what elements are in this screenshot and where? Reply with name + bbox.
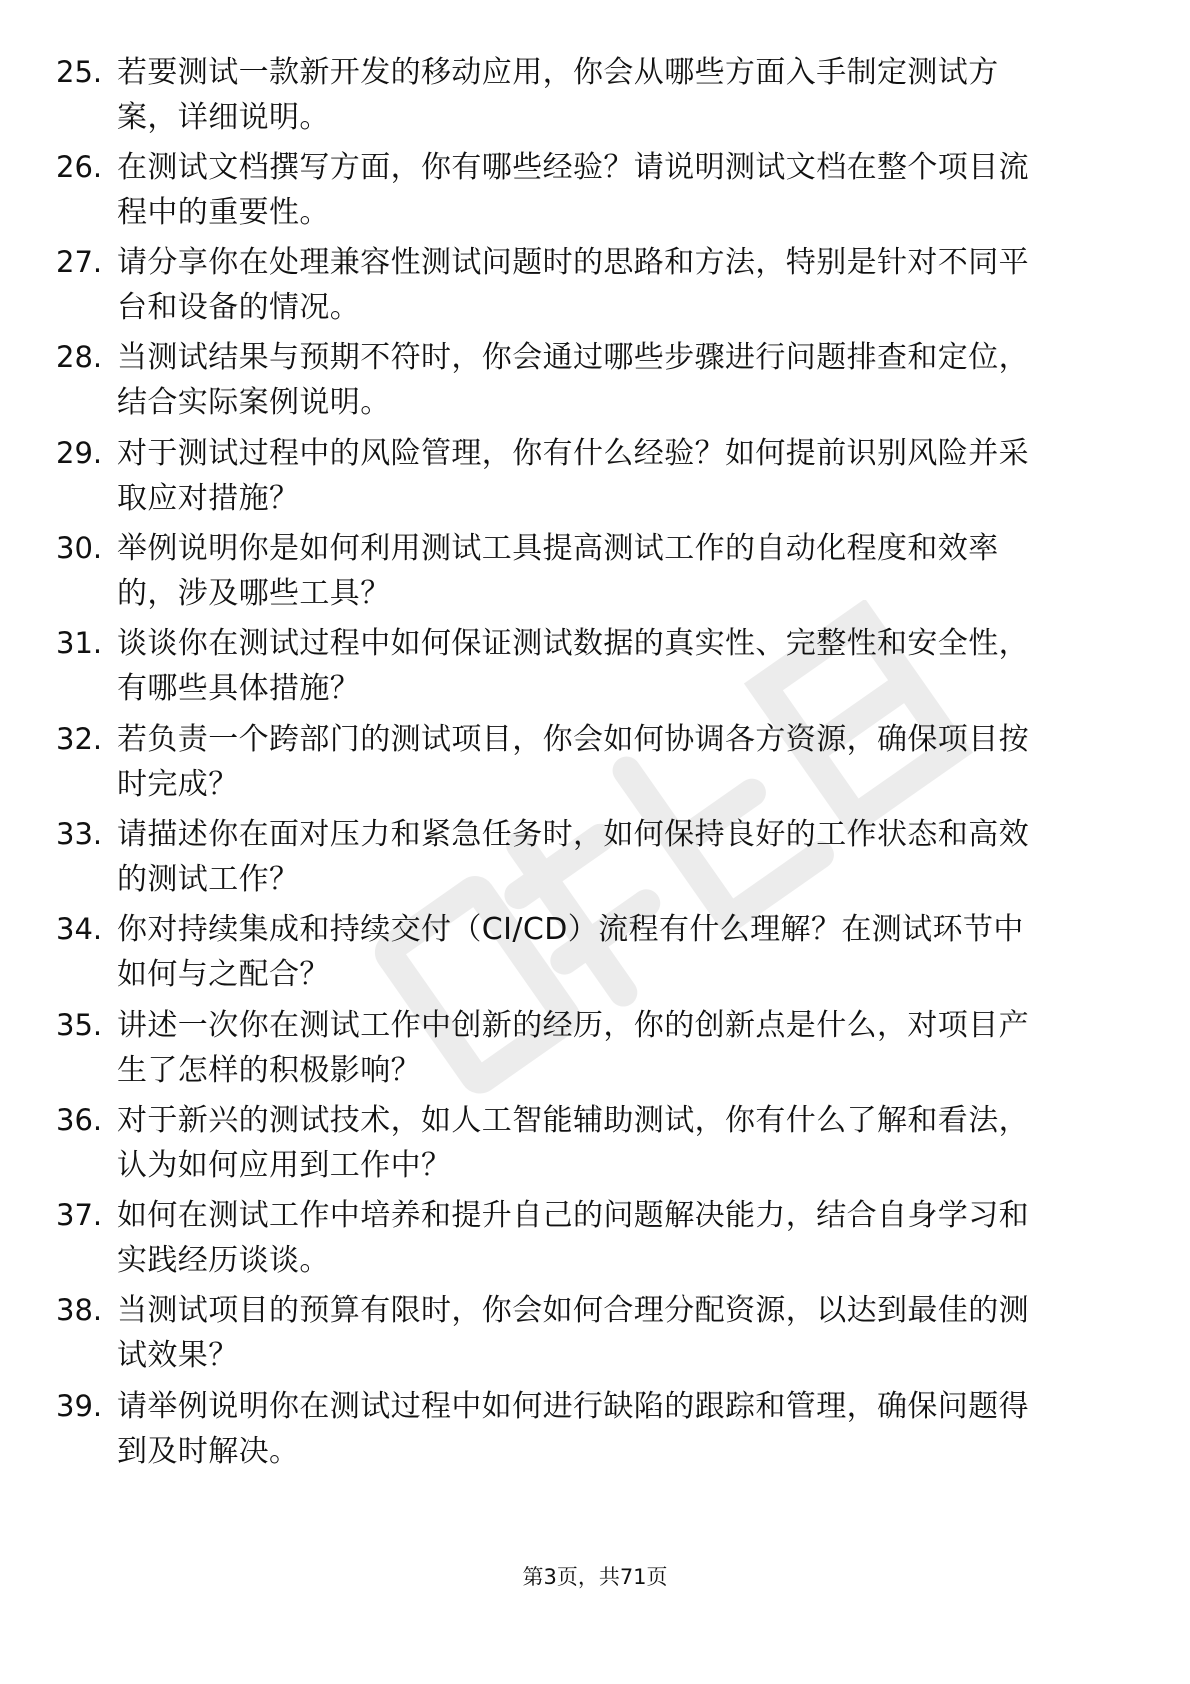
question-text: 如何在测试工作中培养和提升自己的问题解决能力，结合自身学习和实践经历谈谈。 (117, 1198, 1029, 1278)
question-text: 若要测试一款新开发的移动应用，你会从哪些方面入手制定测试方案，详细说明。 (117, 55, 999, 135)
question-text: 请举例说明你在测试过程中如何进行缺陷的跟踪和管理，确保问题得到及时解决。 (117, 1389, 1029, 1469)
question-item (0, 1003, 1190, 1093)
question-number: 35. (56, 1008, 103, 1042)
question-item (0, 1384, 1190, 1474)
question-item (0, 145, 1190, 235)
question-number: 36. (56, 1103, 103, 1137)
question-text: 举例说明你是如何利用测试工具提高测试工作的自动化程度和效率的，涉及哪些工具？ (117, 531, 999, 611)
question-number: 32. (56, 722, 103, 756)
question-text: 谈谈你在测试过程中如何保证测试数据的真实性、完整性和安全性，有哪些具体措施？ (117, 626, 1029, 706)
question-text: 当测试结果与预期不符时，你会通过哪些步骤进行问题排查和定位，结合实际案例说明。 (117, 340, 1029, 420)
question-text: 讲述一次你在测试工作中创新的经历，你的创新点是什么，对项目产生了怎样的积极影响？ (117, 1008, 1029, 1088)
question-item (0, 907, 1190, 997)
question-text: 对于测试过程中的风险管理，你有什么经验？如何提前识别风险并采取应对措施？ (117, 436, 1029, 516)
question-number: 38. (56, 1293, 103, 1327)
question-number: 34. (56, 912, 103, 946)
question-number: 37. (56, 1198, 103, 1232)
question-item (0, 1193, 1190, 1283)
question-text: 在测试文档撰写方面，你有哪些经验？请说明测试文档在整个项目流程中的重要性。 (117, 150, 1029, 230)
question-text: 当测试项目的预算有限时，你会如何合理分配资源，以达到最佳的测试效果？ (117, 1293, 1029, 1373)
question-text: 若负责一个跨部门的测试项目，你会如何协调各方资源，确保项目按时完成？ (117, 722, 1029, 802)
question-item (0, 240, 1190, 330)
page-number-footer: 第3页，共71页 (522, 1565, 668, 1589)
question-item (0, 335, 1190, 425)
question-item (0, 812, 1190, 902)
question-item (0, 1098, 1190, 1188)
question-number: 29. (56, 436, 103, 470)
question-number: 30. (56, 531, 103, 565)
question-number: 31. (56, 626, 103, 660)
question-item (0, 431, 1190, 521)
question-text: 对于新兴的测试技术，如人工智能辅助测试，你有什么了解和看法，认为如何应用到工作中？ (117, 1103, 1029, 1183)
question-text: 请分享你在处理兼容性测试问题时的思路和方法，特别是针对不同平台和设备的情况。 (117, 245, 1029, 325)
question-number: 26. (56, 150, 103, 184)
question-item (0, 526, 1190, 616)
question-item (0, 1288, 1190, 1378)
question-item (0, 717, 1190, 807)
question-number: 28. (56, 340, 103, 374)
question-number: 27. (56, 245, 103, 279)
question-text: 你对持续集成和持续交付（CI/CD）流程有什么理解？在测试环节中如何与之配合？ (117, 912, 1024, 992)
question-text: 请描述你在面对压力和紧急任务时，如何保持良好的工作状态和高效的测试工作？ (117, 817, 1029, 897)
question-number: 25. (56, 55, 103, 89)
question-number: 39. (56, 1389, 103, 1423)
question-number: 33. (56, 817, 103, 851)
question-item (0, 50, 1190, 140)
question-item (0, 621, 1190, 711)
